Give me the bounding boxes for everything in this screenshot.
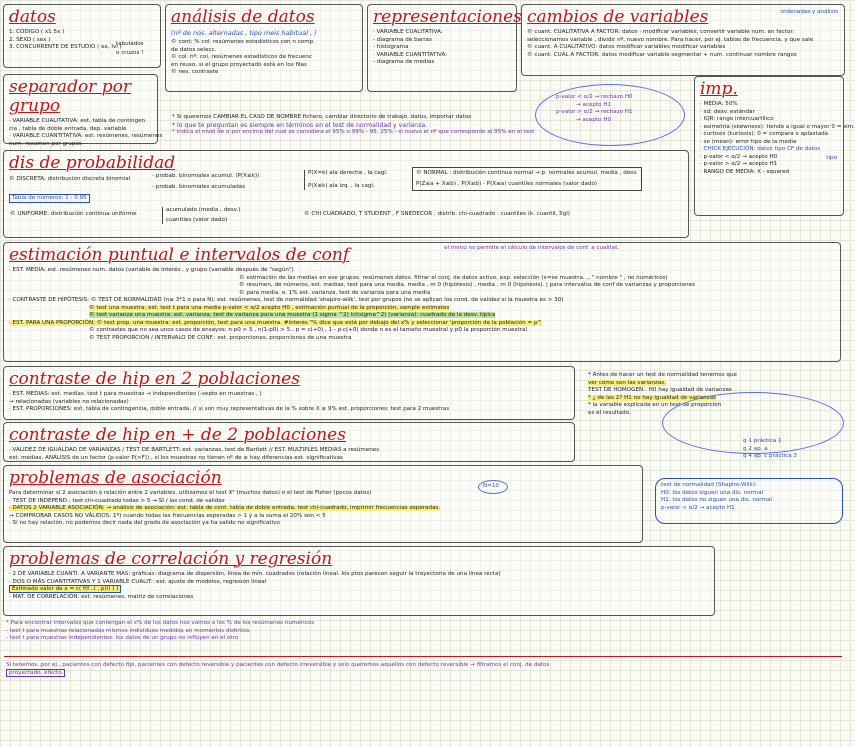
normalidad-box (655, 478, 843, 524)
contraste2-line: · EST. PROPORCIONES: est. tabla de contingencia, doble entrada. // si son muy representativas de la % sobre X ≥ 9% est. proporciones: test para 2 muestras (9, 406, 450, 412)
datos-title: datos (9, 7, 56, 27)
asociacion-line: Para determinar si 2 asociación o relación entre 2 variables, utilizamos el test X² (muchos datos) o el test de Fisher (pocos datos) (9, 490, 372, 496)
bottom-rule (4, 656, 842, 657)
correlacion-line: · MAT. DE CORRELACIÓN: est. resúmenes, matriz de correlaciones (9, 593, 194, 600)
dis-formula: P(X=k) ala derecha , la cagí. (308, 170, 388, 176)
imp-line: · curtosis (kurtosis): 0 = compara o aplastada (700, 131, 829, 137)
correlacion-box (3, 546, 715, 616)
estimacion-line: © para media. e. 1% est. varianza, test de varianza para una media (239, 289, 431, 296)
bottom-note (6, 662, 842, 677)
dis-uniform-branch: acumulado (media , desv.) (166, 207, 241, 213)
practicas-line: q 1 práctica 1 (743, 438, 782, 444)
imp-line: · CHICK EJECUCIÓN: datos tipo CF de datos (700, 146, 821, 152)
correlacion-line: · DOS O MÁS CUANTITATIVAS Y 1 VARIABLE CUALIT.: est. ajuste de modelos, regresión lineal (9, 578, 267, 585)
note-line: * Indica el nivel de α por encima del cual se considera el 95% o 99% - 95, 25% - si nuevo el nº que corresponde al 95% en el test (172, 129, 535, 135)
cambios-line: seleccionamos variable , dividir nº, nuevo nombre. Para hacer, por ej. tablas de frecuencia, y que sale (527, 36, 814, 43)
footer-line: * Para encontrar intervalos que contengan el x% de los datos nos vamos a los % de los resúmenes numéricos (6, 620, 315, 626)
datos-box (3, 4, 161, 68)
dis-box (3, 150, 689, 238)
bottom-line-text: proyectado, efecto (6, 669, 65, 677)
normalidad-line: H1: los datos no siguen una dis. normal (661, 497, 772, 503)
estimacion-line: © contrastes que no sea unos casos de ensayos: n·p0 > 5 , n(1-p0) > 5 , p = c(+0) , 1 - p·c(+0) donde n es el tamaño muestral y p0 la proporción muestral (89, 327, 527, 333)
practicas-note (743, 438, 797, 461)
estimacion-line: © estimación de las medias en ese grupos. resúmenes datos. filtrar el conj. de datos activo, exp. selección (x=se muestra..., " nombre " , no numéricos) (239, 274, 668, 281)
repre-line: · VARIABLE CUALITATIVA: (373, 29, 443, 35)
estimacion-line (9, 312, 835, 320)
asociacion-badge: N=10 (483, 483, 499, 489)
imp-line: · p-valor > α/2 → acepto H1 (700, 161, 778, 167)
practicas-line: q 4 ap. c práctica 3 (743, 453, 797, 459)
contraste2-line: → relacionadas (variables no relacionadas) (9, 398, 129, 405)
imp-line: · asimetría (skewness): tiende a igual o mayor 0 = sim. (700, 123, 855, 130)
separador-line: · VARIABLE CUANTITATIVA: est. resúmenes, resúmenes (9, 133, 163, 139)
asociacion-line: → COMPROBAR CASOS NO VÁLIDOS: 1º) cuando todas las frecuencias esperadas > 1 y a la suma el 20% son < 5 (9, 512, 326, 519)
dis-branch: - probab. binomiales acumuladas (152, 183, 246, 190)
varianzas-line: * Antes de hacer un test de normalidad tenemos que (588, 372, 737, 378)
analisis-line: © col. nº: col. resúmenes estadísticos de frecuenc (171, 54, 313, 60)
estimacion-line (9, 305, 835, 313)
imp-line: · sd: desv. estándar (700, 108, 755, 115)
analisis-title: análisis de datos (171, 7, 315, 27)
imp-line: · RANGO DE MEDIA: X - squared (700, 168, 790, 175)
varianzas-line: TEST DE HOMOGEN.: H0 hay igualdad de varianzas (588, 387, 732, 393)
pvalue-line: → acepto H0 (576, 116, 612, 123)
cambios-line: © cuant. CUALITATIVA A FACTOR: datos - modificar variables, convertir variable num. en factor: (527, 29, 795, 35)
imp-title: imp. (700, 79, 738, 99)
datos-line: 2. SEXO ( sex ) (9, 36, 51, 43)
normalidad-line: H0: los datos siguen una dis. normal (661, 489, 764, 496)
repre-line: - diagrama de medias (373, 59, 435, 65)
asociacion-line-text: · DATOS 2 VARIABLE ASOCIACIÓN: → análisis de asociación: est. tabla de cont. tabla de doble entrada. test chi-cuadrado, imprimir frecuencias esperadas. (9, 505, 441, 511)
datos-side: tabulados (116, 41, 144, 47)
correlacion-line-text: Estimado valor de x = c( f(f...i , p(i) ) ) (9, 585, 121, 593)
dis-formula: P(X≤k) ala izq. , la cagí. (308, 182, 375, 189)
pvalue-line: → acepto H1 (576, 101, 612, 108)
estimacion-title: estimación puntual e intervalos de conf (9, 245, 350, 265)
pvalue-line: p-valor < α/2 → rechazo H0 (556, 94, 633, 100)
imp-line: · p-valor < α/2 → acepto H0 (700, 153, 778, 160)
contraste3-box (3, 422, 575, 462)
varianzas-line (588, 380, 843, 388)
analisis-box (165, 4, 363, 92)
dis-uniform: © UNIFORME: distribución continua uniforme (10, 211, 137, 217)
cambios-note: ordenadas y análisis (780, 9, 838, 15)
dis-uniform-branch: cuantiles (valor dado) (166, 216, 228, 223)
dis-title: dis de probabilidad (9, 153, 176, 173)
varianzas-line-text: ver cómo son las varianzas. (588, 379, 666, 386)
imp-line: · IQR: rango intercuartílico (700, 116, 774, 122)
estimacion-line-text: · EST. PARA UNA PROPORCIÓN: © test prop. una muestra: est. proporción, test para una muestra. #interés "% dice que está por debajo del x% y seleccionar 'proporción de la población = p'" (9, 319, 542, 326)
analisis-line: en reuso, si el grupo proyectado está en los filas (171, 61, 307, 68)
analisis-line: © cont: % col. resúmenes estadísticos con n comp. (171, 39, 315, 45)
separador-box (3, 74, 163, 147)
correlacion-line: · 2 DE VARIABLE CUANTI. A VARIANTE MAS: gráficas: diagrama de dispersión, línea de mín. cuadrados (relación lineal. los ptos parecen seguir la trayectoria de una línea recta) (9, 571, 501, 577)
imp-line: · MEDIA: 50% (700, 101, 738, 107)
dis-normal: P(Z≤a + X≤b) , P(X≤b) - P(X≤a) cuantiles normales (valor dado) (416, 180, 598, 187)
dis-line: Tabla de números: 1 - 0.95 (9, 194, 90, 204)
note-line: * lo que te preguntan es siempre en términos en el test de normalidad y varianza. (172, 121, 428, 129)
estimacion-line: © TEST PROPORCIÓN / INTERVALO DE CONF.: est. proporciones, proporciones de una muestra (89, 334, 352, 341)
varianzas-line-text: * ¿ de las 2? H1 no hay igualdad de varianzas (588, 394, 716, 401)
estimacion-note: el menú no permite el cálculo de intervalos de conf. a cualitat. (444, 245, 620, 251)
analisis-line: © nes. contraste (171, 69, 219, 75)
datos-line: 1. CÓDIGO ( x1 5x ) (9, 29, 65, 35)
asociacion-title: problemas de asociación (9, 468, 222, 488)
bottom-line (6, 670, 842, 678)
imp-tag: tipo (826, 155, 837, 161)
separador-line: · VARIABLE CUALITATIVA: est. tabla de contingen (9, 118, 146, 124)
practicas-line: q 2 ap. a (743, 445, 768, 452)
cambios-line: © cuant. CUAL A FACTOR: datos modificar variable segmentar + num. continuar nombre rangos (527, 51, 797, 58)
general-notes (172, 114, 535, 137)
cambios-line: © cuant. A CUALITATIVO: datos modificar variables modificar variables (527, 44, 726, 50)
cambios-title: cambios de variables (527, 7, 709, 27)
contraste2-title: contraste de hip en 2 poblaciones (9, 369, 300, 389)
pvalue-line: p-valor > α/2 → rechazo H1 (556, 109, 633, 115)
repre-title: representaciones (373, 7, 522, 27)
repre-line: · VARIABLE CUANTITATIVA: (373, 51, 448, 58)
footer-line: - test t para muestras relacionadas mismos individuos medidos en momentos distintos (6, 627, 250, 634)
correlacion-title: problemas de correlación y regresión (9, 549, 333, 569)
datos-line: 3. CONCURRENTE DE ESTUDIO ( ex, lvl ) (9, 44, 122, 50)
dis-chi: © CHI CUADRADO, T STUDENT , F SNEDECOR : distrib. chi-cuadrado : cuantiles (k. cuantil, 5gl) (304, 211, 570, 217)
separador-line: num. resumen por grupos (9, 140, 82, 147)
dis-normal: © NORMAL : distribución continua normal → p. normales acumul. media , desv. (416, 170, 638, 176)
dis-branch: - probab. binomiales acumul. (P(X≤k)) (152, 173, 260, 179)
dis-line: © DISCRETA: distribución discreta binomial (9, 176, 131, 182)
varianzas-line: * la variable explicada en un test de proporción (588, 402, 722, 408)
note-line: * Si queremos CAMBIAR EL CASO DE NOMBRE fichero, cambiar directorio de trabajo, datos, importar datos (172, 114, 472, 120)
estimacion-line-text: © test una muestra: est. test t para una media p-valor < α/2 acepto H0 , estimación puntual de la proporción, sample estimates (89, 304, 450, 311)
bottom-line: Si tenemos, por ej., pacientes con defecto fijo, pacientes con defecto reversible y pacientes con defecto irreversible y solo queremos aquellos con defecto reversible → filtramos el conj. de datos (6, 662, 550, 668)
contraste2-line: · EST. MEDIAS: est. medias. test t para muestras → independientes (-septo en muestras , ) (9, 391, 262, 397)
estimacion-line: © resumen, de números, est. medias, test para una media. media , m 0 (hipótesis) , media , m 0 (hipótesis). | para intervalos de conf de varianzas y proporciones (239, 282, 695, 288)
analisis-line: de datos selecc. (171, 46, 217, 53)
asociacion-line: · TEST DE INDEPEND.: test chi-cuadrado todas > 5 → SÍ / las cond. de validez (9, 497, 225, 504)
cambios-box (521, 4, 845, 76)
contraste2-box (3, 366, 575, 420)
repre-line: - diagrama de barras (373, 36, 432, 43)
representaciones-box (367, 4, 522, 92)
pvalue-notes (556, 94, 633, 124)
estimacion-line-text: © test varianza una muestra: est. varianza, test de varianza para una muestra (1 sigma ^2) lcl(sigma^2) (varianza): cuadrado de la desv. típica (89, 312, 496, 318)
separador-line: cia , tabla de doble entrada, dep. variable (9, 125, 127, 132)
estimacion-box (3, 242, 841, 362)
correlacion-line (9, 586, 709, 594)
separador-title: separador por grupo (9, 77, 131, 116)
asociacion-line (9, 505, 637, 513)
footer-line: - test t para muestras independientes: los datos de un grupo no influyen en el otro (6, 635, 239, 641)
estimacion-line: · EST. MEDIA: est. resúmenes num. datos (variable de interés , y grupo (variable después de "según") (9, 267, 294, 273)
datos-side: o cruzos ! (116, 50, 144, 56)
estimacion-line (9, 320, 835, 328)
analisis-sub: (nº de nos. alternadas , tipo meis habitual , ) (171, 29, 317, 37)
imp-line: · se (mean): error tipo de la media (700, 138, 797, 145)
estimacion-line: · CONTRASTE DE HIPÓTESIS: © TEST DE NORMALIDAD (n≤ 3*1 o para N): est. resúmenes, test de normalidad 'shapiro-wilk', test por grupos (no se aplican los cond. de validez si la muestra es > 30) (9, 297, 564, 303)
contraste3-title: contraste de hip en + de 2 poblaciones (9, 425, 346, 445)
repre-line: - histograma (373, 44, 409, 50)
asociacion-box (3, 465, 643, 543)
imp-box (694, 76, 855, 216)
contraste3-line: est. medias, ANÁLISIS de un factor (p-valor P(>F)) , si los muestras no tienen nº de ≥ hay diferencias est. significativas (9, 454, 343, 461)
footer-notes (6, 620, 826, 643)
varianzas-line: es el resultado. (588, 409, 631, 416)
contraste3-line: · VALIDEZ DE IGUALDAD DE VARIANZAS / TEST DE BARTLETT: est. varianzas, test de Bartlett // EST. MULTIPLES MEDIAS a resúmenes (9, 447, 380, 453)
normalidad-line: test de normalidad (Shapiro-Wilk): (661, 482, 757, 488)
asociacion-line: · Si no hay relación, no podemos decir nada del grado de asociación ya ha salido no significativo (9, 520, 280, 526)
normalidad-line: p-valor < α/2 → acepto H1 (661, 504, 735, 511)
